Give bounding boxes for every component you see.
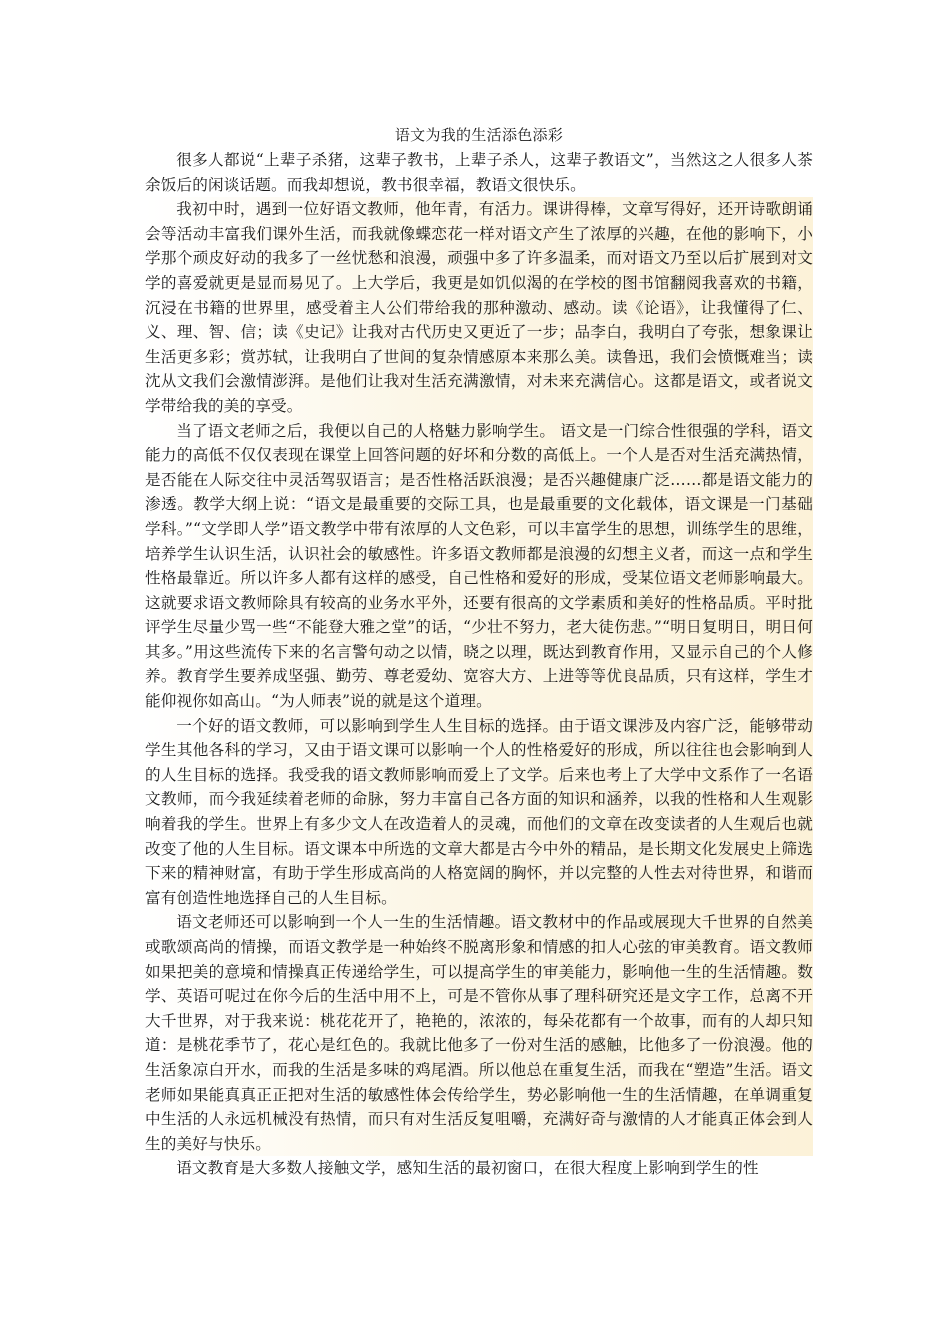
paragraph-1: 很多人都说“上辈子杀猪，这辈子教书，上辈子杀人，这辈子教语文”，当然这之人很多人茶余饭后的闲谈话题。而我却想说，教书很幸福，教语文很快乐。	[145, 151, 813, 194]
paragraph-5: 语文老师还可以影响到一个人一生的生活情趣。语文教材中的作品或展现大千世界的自然美或歌颂高尚的情操，而语文教学是一种始终不脱离形象和情感的扣人心弦的审美教育。语文教师如果把美的意境和情操真正传递给学生，可以提高学生的审美能力，影响他一生的生活情趣。数学、英语可呢过在你今后的生活中用不上，可是不管你从事了理科研究还是文字工作，总离不开大千世界，对于我来说：桃花花开了，艳艳的，浓浓的，每朵花都有一个故事，而有的人却只知道：是桃花季节了，花心是红色的。我就比他多了一份对生活的感触，比他多了一份浪漫。他的生活象凉白开水，而我的生活是多味的鸡尾酒。所以他总在重复生活，而我在“塑造”生活。语文老师如果能真真正正把对生活的敏感性体会传给学生，势必影响他一生的生活情趣，在单调重复中生活的人永远机械没有热情，而只有对生活反复咀嚼，充满好奇与激情的人才能真正体会到人生的美好与快乐。	[145, 910, 813, 1156]
paragraph-4: 一个好的语文教师，可以影响到学生人生目标的选择。由于语文课涉及内容广泛，能够带动学生其他各科的学习，又由于语文课可以影响一个人的性格爱好的形成，所以往往也会影响到人的人生目标的选择。我受我的语文教师影响而爱上了文学。后来也考上了大学中文系作了一名语文教师，而今我延续着老师的命脉，努力丰富自己各方面的知识和涵养，以我的性格和人生观影响着我的学生。世界上有多少文人在改造着人的灵魂，而他们的文章在改变读者的人生观后也就改变了他的人生目标。语文课本中所选的文章大都是古今中外的精品，是长期文化发展史上筛选下来的精神财富，有助于学生形成高尚的人格宽阔的胸怀，并以完整的人性去对待世界，和谐而富有创造性地选择自己的人生目标。	[145, 714, 813, 911]
paragraph-2: 我初中时，遇到一位好语文教师，他年青，有活力。课讲得棒，文章写得好，还开诗歌朗诵会等活动丰富我们课外生活，而我就像蝶恋花一样对语文产生了浓厚的兴趣，在他的影响下，小学那个顽皮好动的我多了一丝忧愁和浪漫，顽强中多了许多温柔，而对语文乃至以后扩展到对文学的喜爱就更是显而易见了。上大学后，我更是如饥似渴的在学校的图书馆翻阅我喜欢的书籍，沉浸在书籍的世界里，感受着主人公们带给我的那种激动、感动。读《论语》，让我懂得了仁、义、理、智、信；读《史记》让我对古代历史又更近了一步；品李白，我明白了夸张，想象课让生活更多彩；赏苏轼，让我明白了世间的复杂情感原本来那么美。读鲁迅，我们会愤慨难当；读沈从文我们会激情澎湃。是他们让我对生活充满激情，对未来充满信心。这都是语文，或者说文学带给我的美的享受。	[145, 197, 813, 418]
document-page	[145, 124, 813, 1181]
document-title: 语文为我的生活添色添彩	[394, 126, 564, 144]
paragraph-6: 语文教育是大多数人接触文学，感知生活的最初窗口，在很大程度上影响到学生的性	[176, 1159, 759, 1178]
paragraph-3: 当了语文老师之后，我便以自己的人格魅力影响学生。 语文是一门综合性很强的学科，语文能力的高低不仅仅表现在课堂上回答问题的好坏和分数的高低上。一个人是否对生活充满热情，是否能在人际交往中灵活驾驭语言；是否性格活跃浪漫；是否兴趣健康广泛……都是语文能力的渗透。教学大纲上说：“语文是最重要的交际工具，也是最重要的文化载体，语文课是一门基础学科。”“文学即人学”语文教学中带有浓厚的人文色彩，可以丰富学生的思想，训练学生的思维，培养学生认识生活，认识社会的敏感性。许多语文教师都是浪漫的幻想主义者，而这一点和学生性格最靠近。所以许多人都有这样的感受，自己性格和爱好的形成，受某位语文老师影响最大。这就要求语文教师除具有较高的业务水平外，还要有很高的文学素质和美好的性格品质。平时批评学生尽量少骂一些“不能登大雅之堂”的话，“少壮不努力，老大徒伤悲。”“明日复明日，明日何其多。”用这些流传下来的名言警句动之以情，晓之以理，既达到教育作用，又显示自己的个人修养。教育学生要养成坚强、勤劳、尊老爱幼、宽容大方、上进等等优良品质，只有这样，学生才能仰视你如高山。“为人师表”说的就是这个道理。	[145, 419, 813, 714]
